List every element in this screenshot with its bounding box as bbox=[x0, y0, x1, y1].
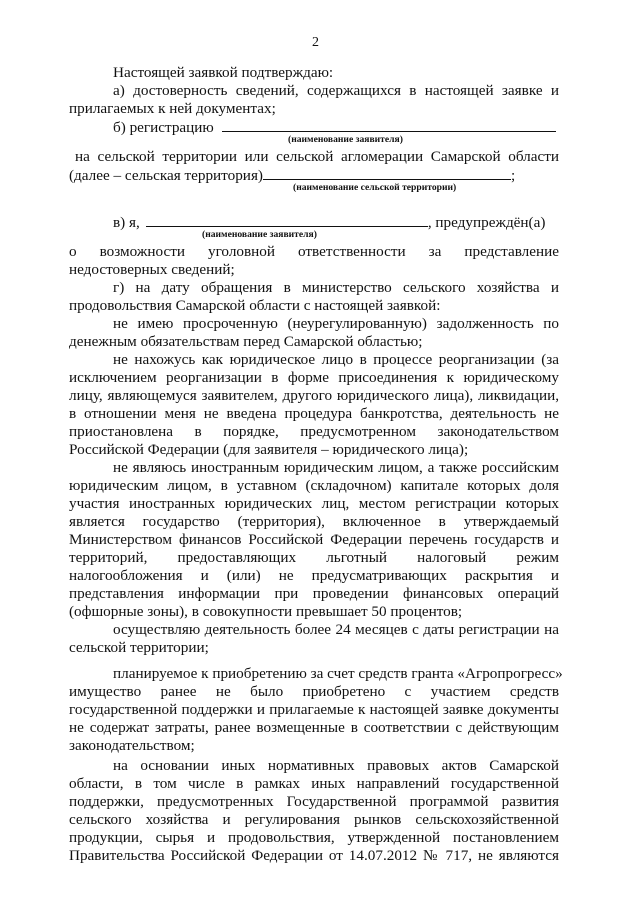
paragraph-line: Правительства Российской Федерации от 14.07.2012 № 717, не являются bbox=[69, 847, 559, 864]
item-b-line3-text: (далее – сельская территория) bbox=[69, 167, 263, 184]
paragraph-line: территорий, предоставляющих льготный налоговый режим bbox=[69, 549, 559, 566]
caption-territory: (наименование сельской территории) bbox=[293, 182, 457, 193]
paragraph-line: законодательством; bbox=[69, 737, 195, 754]
paragraph-line: юридическим лицом, в уставном (складочном) капитале которых доля bbox=[69, 477, 559, 494]
territory-blank bbox=[263, 166, 511, 180]
applicant-blank bbox=[222, 118, 556, 132]
paragraph-line: лицу, являющемуся заявителем, другого юридического лица), ликвидации, bbox=[69, 387, 559, 404]
paragraph-line: является государство (территория), включенное в утверждаемый bbox=[69, 513, 559, 530]
item-a-line: а) достоверность сведений, содержащихся в настоящей заявке и bbox=[113, 82, 559, 99]
item-v-text-line: о возможности уголовной ответственности за представление bbox=[69, 243, 559, 260]
paragraph-line: осуществляю деятельность более 24 месяцев с даты регистрации на bbox=[113, 621, 559, 638]
paragraph-line: приостановлена в порядке, предусмотренном законодательством bbox=[69, 423, 559, 440]
paragraph-line: планируемое к приобретению за счет средств гранта «Агропрогресс» bbox=[113, 665, 563, 682]
paragraph-line: имущество ранее не было приобретено с участием средств bbox=[69, 683, 559, 700]
paragraph-line: участия иностранных юридических лиц, местом регистрации которых bbox=[69, 495, 559, 512]
paragraph-line: на основании иных нормативных правовых актов Самарской bbox=[113, 757, 559, 774]
item-v-label: в) я, bbox=[113, 214, 140, 231]
item-b-line3-end: ; bbox=[510, 167, 516, 184]
page-number: 2 bbox=[312, 35, 319, 50]
caption-applicant: (наименование заявителя) bbox=[288, 134, 403, 145]
paragraph-line: сельского хозяйства и регулирования рынков сельскохозяйственной bbox=[69, 811, 559, 828]
intro-text: Настоящей заявкой подтверждаю: bbox=[113, 64, 334, 81]
paragraph-line: Министерством финансов Российской Федерации перечень государств и bbox=[69, 531, 559, 548]
item-g-line: продовольствия Самарской области с настоящей заявкой: bbox=[69, 297, 441, 314]
paragraph-line: представления информации при проведении финансовых операций bbox=[69, 585, 559, 602]
paragraph-line: (офшорные зоны), в совокупности превышает 50 процентов; bbox=[69, 603, 463, 620]
paragraph-line: налогообложения и (или) не предусматривающих раскрытия и bbox=[69, 567, 559, 584]
paragraph-line: продукции, сырья и продовольствия, утвержденной постановлением bbox=[69, 829, 559, 846]
caption-applicant-2: (наименование заявителя) bbox=[202, 229, 317, 240]
paragraph-line: области, в том числе в рамках иных направлений государственной bbox=[69, 775, 559, 792]
item-b-text: б) регистрацию bbox=[113, 119, 214, 136]
item-v-suffix: , предупреждён(а) bbox=[427, 214, 546, 231]
item-v-text-line: недостоверных сведений; bbox=[69, 261, 235, 278]
paragraph-line: не имею просроченную (неурегулированную) задолженность по bbox=[113, 315, 559, 332]
paragraph-line: денежным обязательствам перед Самарской областью; bbox=[69, 333, 423, 350]
item-g-line: г) на дату обращения в министерство сельского хозяйства и bbox=[113, 279, 559, 296]
paragraph-line: поддержки, предусмотренных Государственной программой развития bbox=[69, 793, 559, 810]
paragraph-line: сельской территории; bbox=[69, 639, 209, 656]
paragraph-line: не содержат затраты, ранее возмещенные в соответствии с действующим bbox=[69, 719, 559, 736]
paragraph-line: в отношении меня не введена процедура банкротства, деятельность не bbox=[69, 405, 559, 422]
paragraph-line: не являюсь иностранным юридическим лицом, а также российским bbox=[113, 459, 559, 476]
item-b-line: на сельской территории или сельской агломерации Самарской области bbox=[75, 148, 559, 165]
item-a-line: прилагаемых к ней документах; bbox=[69, 100, 276, 117]
paragraph-line: государственной поддержки и прилагаемые к настоящей заявке документы bbox=[69, 701, 559, 718]
paragraph-line: не нахожусь как юридическое лицо в процессе реорганизации (за bbox=[113, 351, 559, 368]
paragraph-line: Российской Федерации (для заявителя – юридического лица); bbox=[69, 441, 469, 458]
item-v-line bbox=[113, 213, 545, 232]
paragraph-line: исключением реорганизации в форме присоединения к юридическому bbox=[69, 369, 559, 386]
applicant-blank-2 bbox=[146, 213, 428, 227]
